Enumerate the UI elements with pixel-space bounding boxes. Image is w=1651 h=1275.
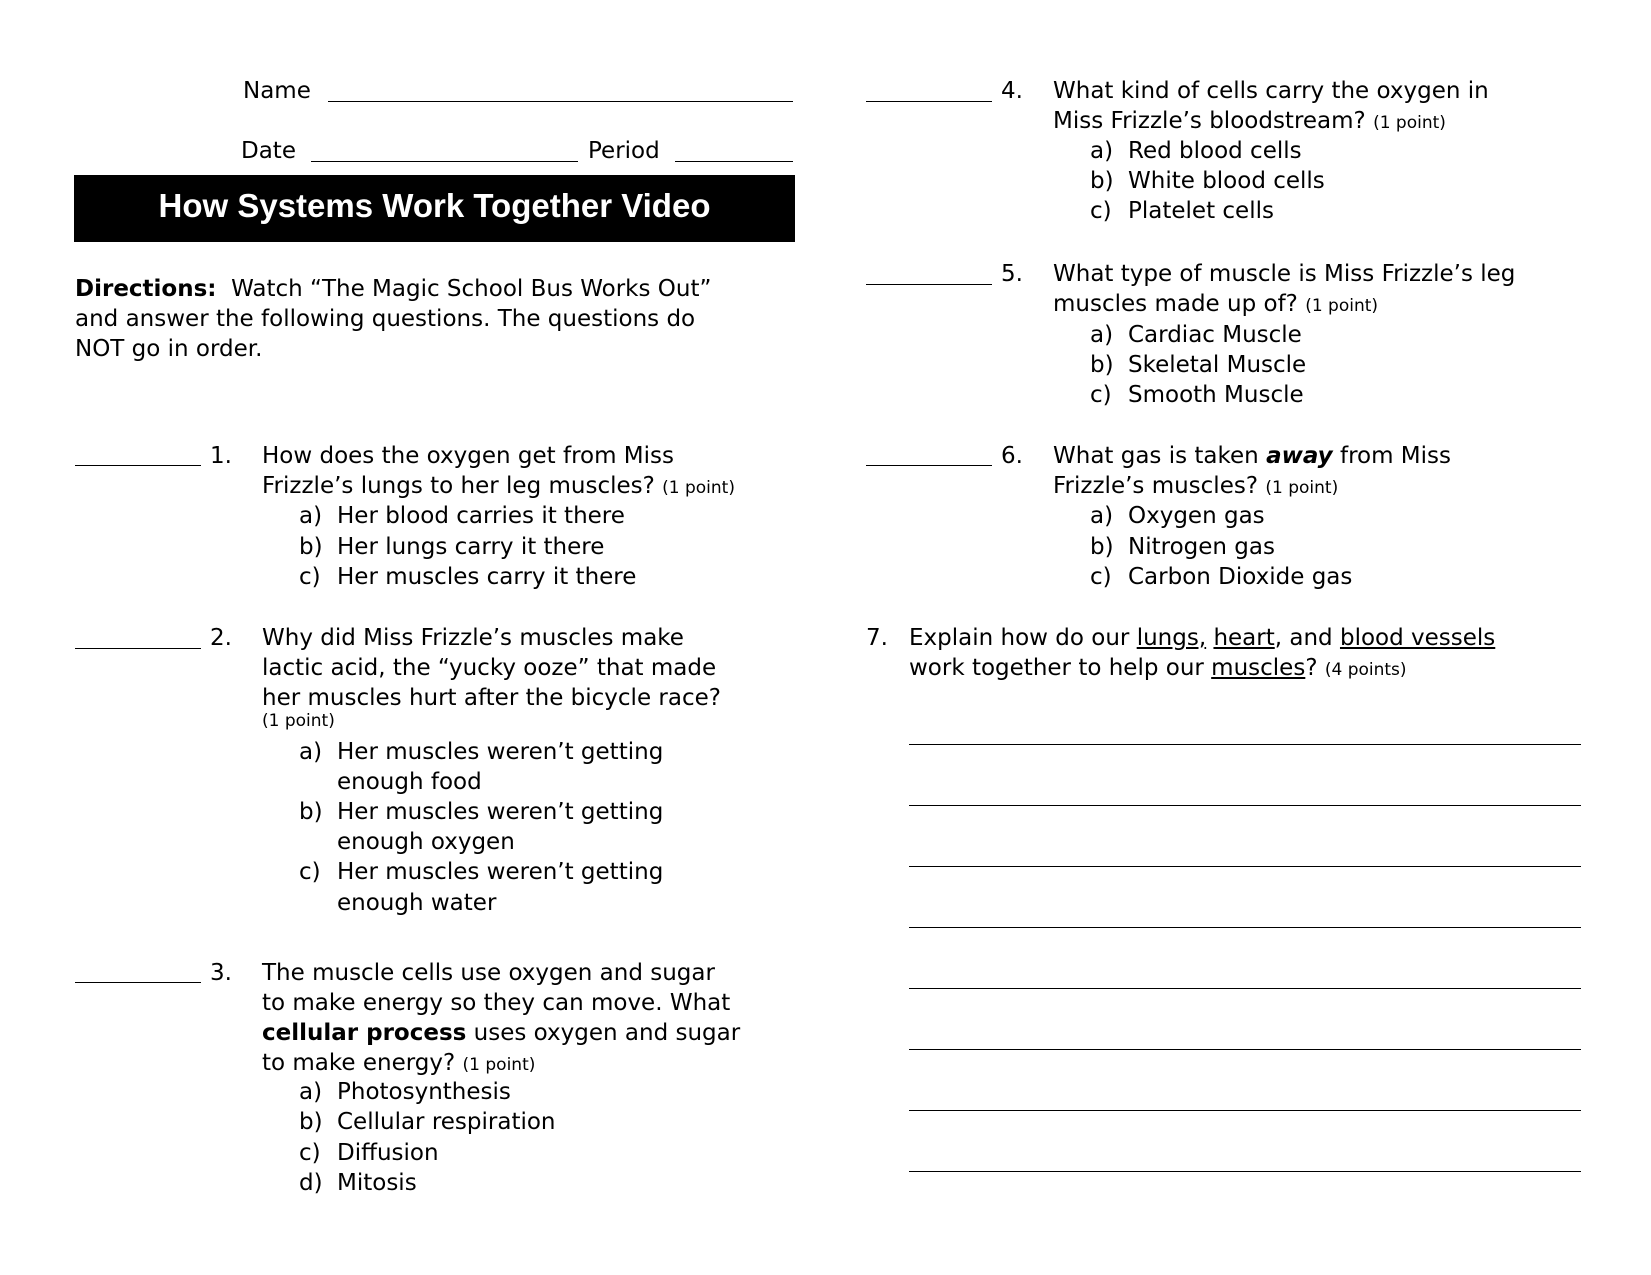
q7-answer-line[interactable] [909, 988, 1581, 989]
q3-option-b-letter: b) [299, 1109, 323, 1135]
q4-option-b: White blood cells [1128, 168, 1325, 194]
q3-text-1: The muscle cells use oxygen and sugar [262, 960, 715, 986]
q7-answer-line[interactable] [909, 1110, 1581, 1111]
q2-option-b-cont: enough oxygen [337, 829, 515, 855]
q1-option-c: Her muscles carry it there [337, 564, 637, 590]
q4-option-a-letter: a) [1090, 138, 1114, 164]
q7-term-heart: heart [1213, 625, 1275, 651]
q6-option-c-letter: c) [1090, 564, 1112, 590]
q7-answer-line[interactable] [909, 1049, 1581, 1050]
q2-points: (1 point) [262, 711, 335, 731]
q3-option-c: Diffusion [337, 1140, 439, 1166]
q6-points: (1 point) [1265, 478, 1339, 498]
q7-term-blood-vessels: blood vessels [1339, 625, 1496, 651]
q3-option-a-letter: a) [299, 1079, 323, 1105]
q5-option-a: Cardiac Muscle [1128, 322, 1302, 348]
name-answer-line[interactable] [328, 101, 793, 102]
q3-text-4: to make energy? (1 point) [262, 1050, 536, 1076]
q4-points: (1 point) [1373, 113, 1446, 133]
q5-text-2: muscles made up of? (1 point) [1053, 291, 1379, 317]
q2-option-b: Her muscles weren’t getting [337, 799, 664, 825]
q2-option-a-letter: a) [299, 739, 323, 765]
date-answer-line[interactable] [311, 161, 578, 162]
q7-answer-line[interactable] [909, 805, 1581, 806]
title-banner [74, 175, 795, 242]
q7-answer-line[interactable] [909, 866, 1581, 867]
period-label: Period [588, 138, 660, 164]
q7-answer-line[interactable] [909, 927, 1581, 928]
q5-points: (1 point) [1305, 296, 1379, 316]
period-answer-line[interactable] [675, 161, 793, 162]
q2-text-2: lactic acid, the “yucky ooze” that made [262, 655, 717, 681]
q1-text-1: How does the oxygen get from Miss [262, 443, 675, 469]
q5-option-a-letter: a) [1090, 322, 1114, 348]
answer-blank-q4[interactable] [866, 101, 992, 102]
q6-option-b-letter: b) [1090, 534, 1114, 560]
directions-line-1 [75, 274, 711, 304]
q3-bold-term: cellular process [262, 1020, 467, 1046]
q7-points: (4 points) [1324, 660, 1407, 680]
q7-answer-line[interactable] [909, 1171, 1581, 1172]
q5-text-1: What type of muscle is Miss Frizzle’s leg [1053, 261, 1516, 287]
directions-line-3: NOT go in order. [75, 336, 263, 362]
q1-points: (1 point) [662, 478, 735, 498]
q1-option-c-letter: c) [299, 564, 321, 590]
q1-option-b: Her lungs carry it there [337, 534, 605, 560]
q6-option-b: Nitrogen gas [1128, 534, 1275, 560]
q5-option-c: Smooth Muscle [1128, 382, 1304, 408]
q7-text-2: work together to help our muscles? (4 points) [909, 655, 1407, 681]
q3-text-2: to make energy so they can move. What [262, 990, 731, 1016]
q1-option-b-letter: b) [299, 534, 323, 560]
q2-option-c-cont: enough water [337, 890, 497, 916]
directions-label: Directions: [75, 276, 217, 302]
q3-option-d-letter: d) [299, 1170, 323, 1196]
q2-option-c-letter: c) [299, 859, 321, 885]
directions-text-1: Watch “The Magic School Bus Works Out” [231, 276, 712, 302]
q6-option-c: Carbon Dioxide gas [1128, 564, 1353, 590]
q7-term-lungs: lungs, [1136, 625, 1207, 651]
q1-number: 1. [210, 443, 232, 469]
answer-blank-q6[interactable] [866, 465, 992, 466]
q4-text-2: Miss Frizzle’s bloodstream? (1 point) [1053, 108, 1446, 134]
q6-number: 6. [1001, 443, 1023, 469]
name-label: Name [243, 78, 311, 104]
q2-text-3: her muscles hurt after the bicycle race? [262, 685, 721, 711]
q3-option-d: Mitosis [337, 1170, 417, 1196]
q2-option-b-letter: b) [299, 799, 323, 825]
q5-option-c-letter: c) [1090, 382, 1112, 408]
q5-option-b-letter: b) [1090, 352, 1114, 378]
answer-blank-q5[interactable] [866, 284, 992, 285]
q4-number: 4. [1001, 78, 1023, 104]
q1-text-2: Frizzle’s lungs to her leg muscles? (1 point) [262, 473, 735, 499]
q2-option-a-cont: enough food [337, 769, 482, 795]
q4-text-1: What kind of cells carry the oxygen in [1053, 78, 1489, 104]
q5-option-b: Skeletal Muscle [1128, 352, 1307, 378]
q7-number: 7. [866, 625, 888, 651]
q2-option-a: Her muscles weren’t getting [337, 739, 664, 765]
q5-number: 5. [1001, 261, 1023, 287]
directions-line-2: and answer the following questions. The questions do [75, 306, 696, 332]
answer-blank-q1[interactable] [75, 465, 201, 466]
q3-option-c-letter: c) [299, 1140, 321, 1166]
q3-number: 3. [210, 960, 232, 986]
page-title: How Systems Work Together Video [158, 187, 711, 224]
q4-option-c: Platelet cells [1128, 198, 1274, 224]
q2-option-c: Her muscles weren’t getting [337, 859, 664, 885]
q3-option-a: Photosynthesis [337, 1079, 511, 1105]
q7-text-1: Explain how do our lungs, heart, and blood vessels [909, 625, 1496, 651]
q4-option-a: Red blood cells [1128, 138, 1302, 164]
q2-text-1: Why did Miss Frizzle’s muscles make [262, 625, 684, 651]
q2-number: 2. [210, 625, 232, 651]
q3-text-3: cellular process uses oxygen and sugar [262, 1020, 741, 1046]
q6-text-1: What gas is taken away from Miss [1053, 443, 1452, 469]
q4-option-c-letter: c) [1090, 198, 1112, 224]
q4-option-b-letter: b) [1090, 168, 1114, 194]
q3-option-b: Cellular respiration [337, 1109, 556, 1135]
q6-option-a: Oxygen gas [1128, 503, 1265, 529]
answer-blank-q3[interactable] [75, 982, 201, 983]
answer-blank-q2[interactable] [75, 648, 201, 649]
q1-option-a: Her blood carries it there [337, 503, 625, 529]
q6-emphasis: away [1266, 443, 1333, 469]
date-label: Date [241, 138, 296, 164]
q6-option-a-letter: a) [1090, 503, 1114, 529]
q3-points: (1 point) [462, 1055, 536, 1075]
q7-term-muscles: muscles [1211, 655, 1306, 681]
q1-option-a-letter: a) [299, 503, 323, 529]
q6-text-2: Frizzle’s muscles? (1 point) [1053, 473, 1339, 499]
q7-answer-line[interactable] [909, 744, 1581, 745]
